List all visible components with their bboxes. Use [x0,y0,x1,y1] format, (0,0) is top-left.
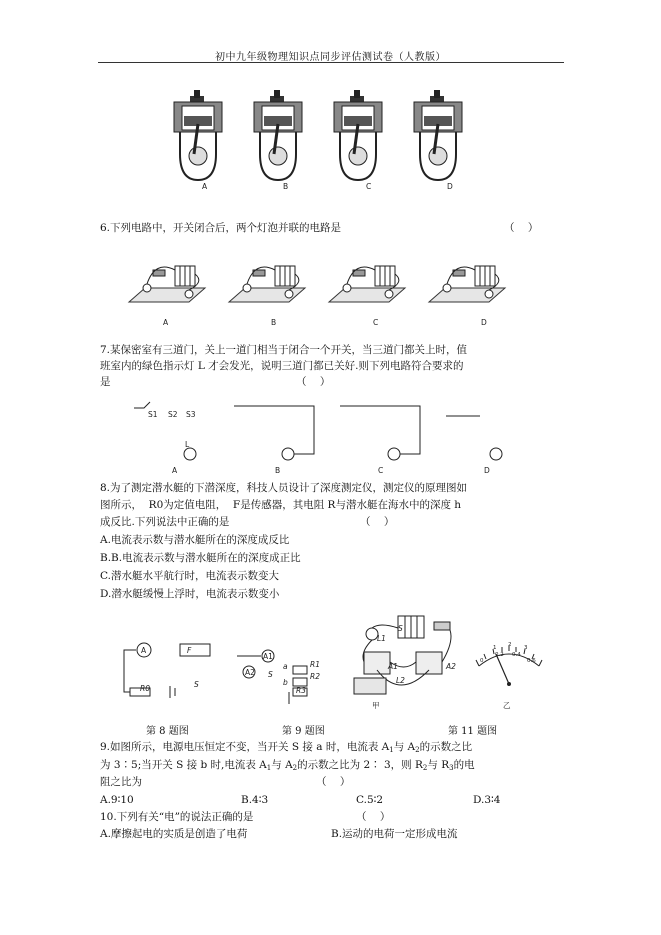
fig9-b-label: b [283,678,288,687]
fig8-caption: 第 8 题图 [146,726,189,737]
fig11-jia-label: 甲 [372,701,380,710]
q7-switch-s3: S3 [186,410,196,419]
fig9-r2-label: R2 [310,672,320,681]
engine-label-d: D [447,182,453,191]
fig9-a-label: a [283,662,288,671]
q7-circuits-figure [130,396,530,464]
fig9-s-label: S [268,670,273,679]
q9-option-a: A.9∶10 [100,794,134,806]
q7-bracket: （ ） [296,376,331,388]
q9-line3: 阻之比为 [100,776,142,788]
q8-option-d: D.潜水艇缓慢上浮时，电流表示数变小 [100,588,280,600]
q8-line1: 8.为了测定潜水艇的下潜深度，科技人员设计了深度测定仪，测定仪的原理图如 [100,482,468,494]
q8-option-c: C.潜水艇水平航行时，电流表示数变大 [100,570,279,582]
meter-tick-top-2: 2 [508,642,512,648]
fig11-meter-dial [474,644,544,694]
q7-switch-s1: S1 [148,410,158,419]
fig11-apparatus [350,612,460,700]
q7-line1: 7.某保密室有三道门，关上一道门相当于闭合一个开关，当三道门都关上时，值 [100,344,468,356]
q10-option-b: B.运动的电荷一定形成电流 [331,828,458,840]
fig9-r1-label: R1 [310,660,320,669]
fig11-caption: 第 11 题图 [448,726,498,737]
fig9-r3-label: R3 [296,686,306,695]
q9-option-c: C.5∶2 [356,794,384,806]
meter-tick-top-3: 3 [524,645,528,651]
engine-label-b: B [283,182,289,191]
engine-label-a: A [202,182,208,191]
q7-line2: 班室内的绿色指示灯 L 才会发光，说明三道门都已关好.则下列电路符合要求的 [100,360,464,372]
q6-label-a: A [163,318,169,327]
q6-label-d: D [481,318,487,327]
q8-line3: 成反比.下列说法中正确的是 [100,516,230,528]
fig9-a1-label: A1 [263,652,273,661]
q7-switch-s2: S2 [168,410,178,419]
engine-strokes-figure [170,88,490,193]
q7-lamp-l: L [185,440,190,449]
q6-circuits-figure [125,252,525,312]
engine-label-c: C [366,182,372,191]
q6-label-c: C [373,318,379,327]
fig8-ammeter-label: A [141,646,147,655]
fig9-caption: 第 9 题图 [282,726,325,737]
meter-tick-02: 0.2 [495,652,504,658]
q6-bracket: （ ） [504,222,539,234]
q9-line2: 为 3∶5;当开关 S 接 b 时,电流表 $A_1$与 $A_2$的示数之比为 2∶ 3，则 $R_2$与 $R_3$的电 [100,759,475,772]
q8-bracket: （ ） [360,516,395,528]
meter-tick-top-1: 1 [493,645,497,651]
fig11-l1-label: L1 [377,634,386,643]
q8-line2: 图所示， R0为定值电阻， F是传感器，其电阻 R与潜水艇在海水中的深度 h [100,499,462,511]
fig11-l2-label: L2 [396,676,405,685]
fig11-yi-label: 乙 [503,701,511,710]
fig11-a2-label: A2 [446,662,456,671]
fig11-s-label: S [398,624,403,633]
q7-label-c: C [378,466,384,475]
meter-tick-04: 0.4 [512,652,521,658]
q8-option-a: A.电流表示数与潜水艇所在的深度成反比 [100,534,290,546]
header-rule [98,62,564,63]
fig8-circuit [120,640,230,700]
q7-label-b: B [275,466,281,475]
q8-option-b: B.B.电流表示数与潜水艇所在的深度成正比 [100,552,301,564]
fig8-r0-label: R0 [140,684,150,693]
q6-text: 6.下列电路中，开关闭合后，两个灯泡并联的电路是 [100,222,342,234]
q9-option-d: D.3∶4 [473,794,501,806]
q7-line3: 是 [100,376,111,388]
fig8-switch-label: S [194,680,199,689]
q10-option-a: A.摩擦起电的实质是创造了电荷 [100,828,248,840]
q6-label-b: B [271,318,277,327]
fig8-sensor-label: F [187,646,192,655]
meter-tick-0: 0 [480,658,484,664]
meter-tick-06: 0.6 [527,658,536,664]
q10-bracket: （ ） [356,811,391,823]
q10-text: 10.下列有关“电”的说法正确的是 [100,811,254,823]
page-header: 初中九年级物理知识点同步评估测试卷（人教版） [215,52,446,63]
fig11-a1-label: A1 [388,662,398,671]
q9-line1: 9.如图所示，电源电压恒定不变，当开关 S 接 a 时，电流表 $A_1$与 $A_2$的示数之比 [100,741,473,754]
q9-bracket: （ ） [316,776,351,788]
q7-label-a: A [172,466,178,475]
q7-label-d: D [484,466,490,475]
fig9-a2-label: A2 [245,668,255,677]
q9-option-b: B.4∶3 [241,794,269,806]
